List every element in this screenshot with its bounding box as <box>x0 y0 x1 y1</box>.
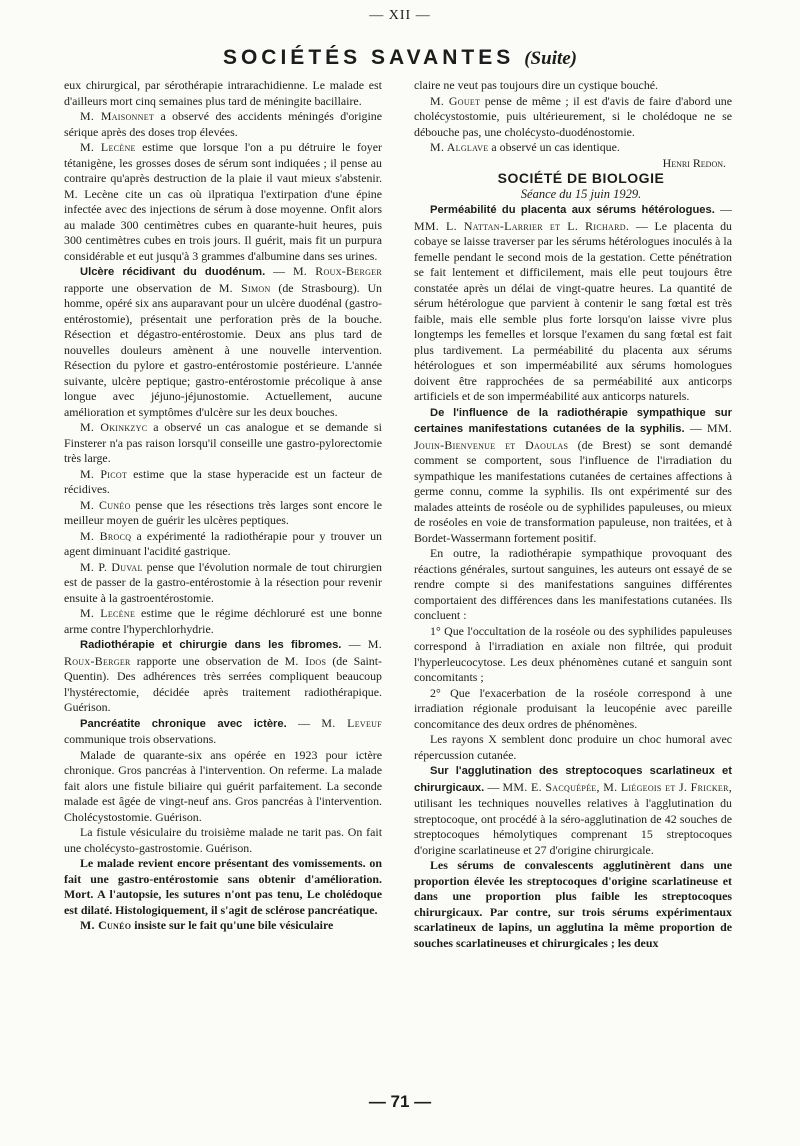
paragraph <box>64 140 382 264</box>
page-folio: — XII — <box>369 8 431 23</box>
paragraph-text: pense que l'évolution normale de tout chirurgien est de passer de la gastro-entérostomie à la résection pour revenir ensuite à la gastroentérostomie. <box>64 559 382 605</box>
paragraph-text: a observé un cas analogue et se demande si Finsterer n'a pas raison lorsqu'il conseille une gastro-pylorectomie très large. <box>64 420 382 465</box>
dash: — <box>684 421 707 435</box>
speaker-name: MM. L. Nattan-Larrier et L. Richard. <box>414 218 630 233</box>
speaker-name: M. Picot <box>80 466 128 481</box>
speaker-name: M. Okinkzyc <box>80 420 148 434</box>
section <box>64 637 382 716</box>
paragraph <box>64 420 382 467</box>
speaker-name: M. Maisonnet <box>80 109 155 123</box>
speaker-name: M. Brocq <box>80 528 132 543</box>
dash: — <box>484 779 503 794</box>
section <box>414 405 732 547</box>
author-signature: Henri Redon. <box>662 155 726 170</box>
paragraph <box>64 560 382 607</box>
paragraph: En outre, la radiothérapie sympathique provoquant des réactions générales, surtout sanguines, les auteurs ont essayé de se rendre compte si des manifestations sanguines différentes comportaient des différences dans les manifestations cutanées. Ils concluent : <box>414 546 732 622</box>
dash: — <box>341 637 368 651</box>
paragraph-text: a observé des accidents méningés d'origine sérique après des doses trop élevées. <box>64 109 382 139</box>
paragraph-text: pense que les résections très larges sont encore le meilleur moyen de guérir les ulcères peptiques. <box>64 497 382 527</box>
speaker-name: M. Alglave <box>430 140 489 154</box>
paragraph <box>64 467 382 498</box>
section-title: Sur l'agglutination des streptocoques scarlatineux et chirurgicaux. <box>414 765 732 794</box>
speaker-name: M. Lecène <box>80 606 136 620</box>
running-title-suite: (Suite) <box>524 48 578 69</box>
speaker-name: MM. Jouin-Bienvenue et Daoulas <box>414 421 732 452</box>
paragraph-text: a observé un cas identique. <box>488 140 620 154</box>
speaker-name: M. Lecène <box>80 140 136 154</box>
paragraph-text: pense de même ; il est d'avis de faire d'abord une cholécystostomie, puis ultérieurement, si le cholédoque ne se débouche pas, une cholécysto-duodénostomie. <box>414 93 732 139</box>
section <box>64 264 382 420</box>
speaker-name: M. Gouet <box>430 93 481 108</box>
paragraph <box>64 529 382 560</box>
speaker-name: M. Roux-Berger <box>292 264 382 278</box>
paragraph-text: communique trois observations. <box>64 732 217 746</box>
paragraph <box>64 606 382 637</box>
paragraph-text: — Le placenta du cobaye se laisse traverser par les sérums hétérologues inoculés à la femelle pendant le second mois de la gestation. Cette pénétration se fait lentement et difficilement, mais elle peut toujours être constatée après un délai de vingt-quatre heures. La quantité de sérum hétérologue que parvient à contenir le sang fœtal est très faible, mais elle semble plus forte lorsqu'on laisse vivre plus longtemps les femelles et lorsque l'examen du sang fœtal est fait plus tardivement. La perméabilité du placenta aux sérums hétérologues et son imperméabilité aux sérums homologues doivent être rapprochées de sa perméabilité aux anticorps artificiels et de son imperméabilité aux anticorps naturels. <box>414 218 732 403</box>
speaker-name: MM. E. Sacquépée, M. Liégeois et J. Fricker, <box>502 779 732 794</box>
paragraph: Le malade revient encore présentant des vomissements. on fait une gastro-entérostomie sans obtenir d'amélioration. Mort. A l'autopsie, les sutures n'ont pas tenu, Le cholédoque est dilaté. Histologiquement, il s'agit de sclérose pancréatique. <box>64 856 382 917</box>
paragraph: eux chirurgical, par sérothérapie intrarachidienne. Le malade est d'ailleurs mort cinq semaines plus tard de méningite bacillaire. <box>64 78 382 108</box>
speaker-name: M. P. Duval <box>80 559 143 574</box>
paragraph-text: a expérimenté la radiothérapie pour y trouver un agent diminuant l'acidité gastrique. <box>64 528 382 558</box>
dash: — <box>265 264 293 278</box>
paragraph: Les sérums de convalescents agglutinèrent dans une proportion élevée les streptocoques d'origine scarlatineuse et dans une proportion plus faible les streptocoques chirurgicaux. Par contre, sur trois sérums expérimentaux scarlatineux de lapins, un agglutina la même proportion de souches scarlatineuses et chirurgicales ; les deux <box>414 858 732 950</box>
left-column <box>64 78 382 1090</box>
section-title: Ulcère récidivant du duodénum. <box>80 266 266 278</box>
running-title-main: SOCIÉTÉS SAVANTES <box>222 46 515 69</box>
paragraph: Les rayons X semblent donc produire un choc humoral avec répercussion cutanée. <box>414 732 732 762</box>
paragraph <box>64 918 382 934</box>
section <box>64 716 382 748</box>
section <box>414 202 732 405</box>
paragraph-text: insiste sur le fait qu'une bile vésiculaire <box>131 918 334 932</box>
paragraph-text: (de Strasbourg). Un homme, opéré six ans auparavant pour un ulcère duodénal (gastro-entérostomie), présentait une perforation près de la bouche. Résection et dégastro-entérostomie. Deux ans plus tard de nouvelles douleurs amènent à une nouvelle intervention. Résection du pylore et gastro-entérostomie postérieure. L'année suivante, ulcère peptique; gastro-entérostomie précolique à anse longue avec jéjuno-jéjunostomie. Actuellement, aucune amélioration et symptômes d'ulcère sur les deux bouches. <box>64 280 382 419</box>
speaker-name: M. Leveuf <box>321 715 382 730</box>
right-column <box>414 78 732 1090</box>
paragraph-text: utilisant les techniques nouvelles relatives à l'agglutination du streptocoque, ont procédé à la séro-agglutination de 42 souches de streptocoques hémolytiques comprenant 15 streptocoques d'origine scarlatineuse et 27 d'origine chirurgicale. <box>414 796 732 857</box>
speaker-name: M. Simon <box>218 280 271 295</box>
section-title: Perméabilité du placenta aux sérums hétérologues. <box>430 204 715 216</box>
section <box>414 763 732 858</box>
running-title <box>0 46 800 70</box>
paragraph-text: estime que la stase hyperacide est un facteur de récidives. <box>64 466 382 496</box>
paragraph-text: estime que le régime déchloruré est une bonne arme contre l'hyperchlorhydrie. <box>64 606 382 636</box>
paragraph-text: (de Saint-Quentin). Des adhérences très serrées compliquent beaucoup l'hystérectomie, décidée après traitement radiothérapique. Guérison. <box>64 653 382 714</box>
session-date: Séance du 15 juin 1929. <box>520 186 642 201</box>
paragraph-text: rapporte une observation de <box>64 280 219 295</box>
paragraph <box>414 94 732 141</box>
section-title: Pancréatite chronique avec ictère. <box>80 717 287 730</box>
speaker-name: M. Idos <box>284 653 327 668</box>
paragraph <box>64 498 382 529</box>
dash: — <box>714 202 732 216</box>
paragraph-text: estime que lorsque l'on a pu détruire le foyer tétanigène, les grosses doses de sérum sont indiquées ; il pense au contraire qu'après destruction de la plaie il vaut mieux s'abstenir. M. Lecène cite un cas où ilpratiqua l'extirpation d'une épine infectée avec des injections de sérum à dose moyenne. Onfit alors au malade 300 centimètres cubes en quarante-huit heures, puis 300 centimètres cubes en trois jours. Il guérit, mais fit un purpura considérable et eut jusqu'à 3 grammes d'albumine dans ses urines. <box>64 140 382 263</box>
paragraph <box>414 140 732 156</box>
paragraph: 2° Que l'exacerbation de la roséole correspond à une irradiation régionale produisant la leucopénie avec pareille concomitance des deux ordres de phénomènes. <box>414 685 732 731</box>
speaker-name: M. Cunéo <box>80 497 131 512</box>
society-heading: SOCIÉTÉ DE BIOLOGIE <box>497 170 665 186</box>
speaker-name: M. Roux-Berger <box>64 637 382 668</box>
dash: — <box>286 715 322 730</box>
paragraph: 1° Que l'occultation de la roséole ou des syphilides papuleuses correspond à l'irradiation en axiale non filtrée, qui produit l'hyperleucocytose. Les deux phénomènes cutané et sanguin sont concomitants ; <box>414 623 732 684</box>
paragraph-text: rapporte une observation de <box>130 653 285 668</box>
speaker-name: M. Cunéo <box>80 918 132 932</box>
paragraph: claire ne veut pas toujours dire un cystique bouché. <box>414 78 659 92</box>
section-title: Radiothérapie et chirurgie dans les fibromes. <box>80 639 342 651</box>
paragraph: Malade de quarante-six ans opérée en 1923 pour ictère chronique. Gros pancréas à l'intervention. On referme. La malade fait alors une fistule biliaire qui guérit parfaitement. La seconde malade est âgée de vingt-neuf ans. Gros pancréas à l'intervention. Cholécystostomie. Guérison. <box>64 747 382 824</box>
page-number: — 71 — <box>368 1092 432 1111</box>
paragraph <box>64 109 382 140</box>
paragraph-text: (de Brest) se sont demandé comment se comportent, sous l'influence de l'irradiation du sympathique les manifestations cutanées de certaines affections à germe connu, comme la syphilis. Ils ont expérimenté sur des malades atteints de roséole ou de syphilides papuleuses, ou mieux de roséoles en voie de transformation papuleuse, non traitées, et à Bordet-Wassermann fortement positif. <box>414 437 732 545</box>
section-title: De l'influence de la radiothérapie sympathique sur certaines manifestations cutanées de la syphilis. <box>414 406 732 435</box>
paragraph: La fistule vésiculaire du troisième malade ne tarit pas. On fait une cholécysto-gastrostomie. Guérison. <box>64 825 382 855</box>
